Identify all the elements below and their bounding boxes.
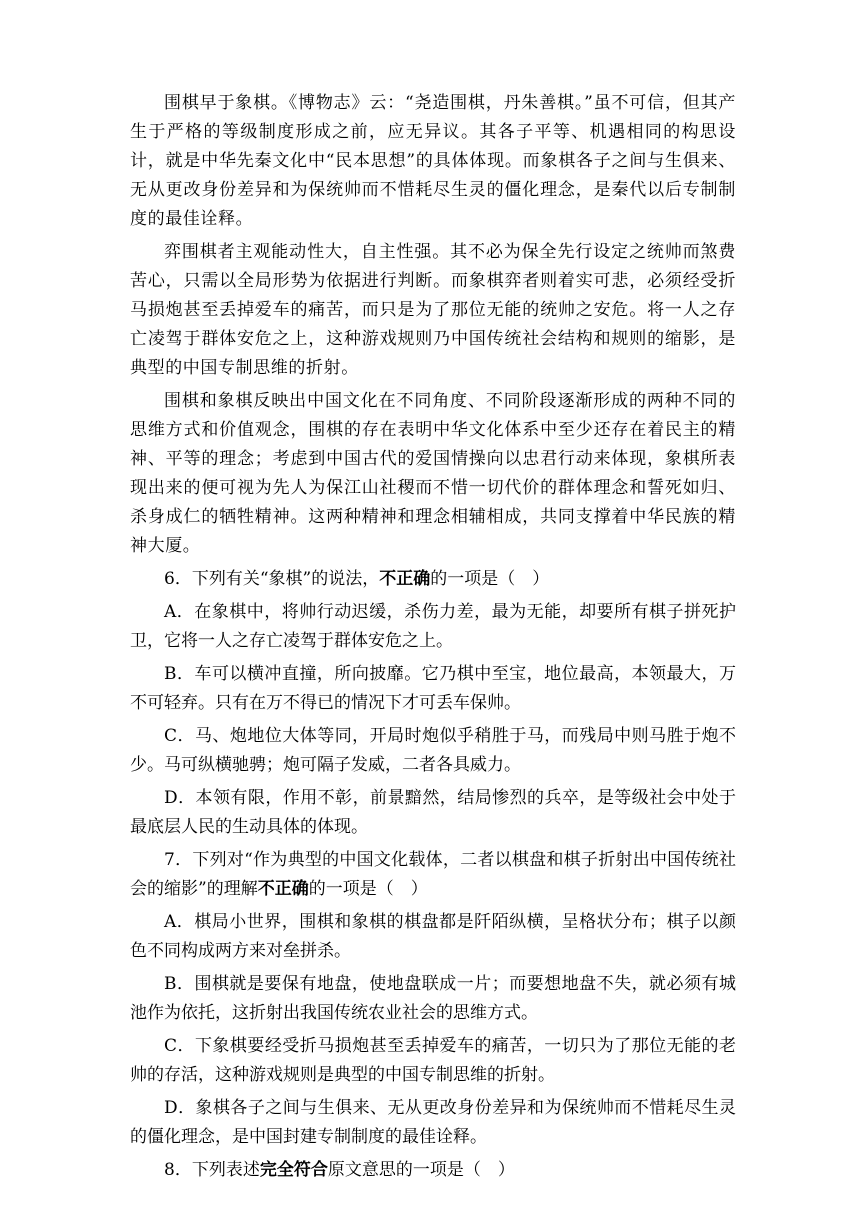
option-a: A．棋局小世界，围棋和象棋的棋盘都是阡陌纵横，呈格状分布；棋子以颜色不同构成两方来对垒拼杀。 [130, 912, 736, 961]
passage-paragraph-2: 弈围棋者主观能动性大，自主性强。其不必为保全先行设定之统帅而煞费苦心，只需以全局形势为依据进行判断。而象棋弈者则着实可悲，必须经受折马损炮甚至丢掉爱车的痛苦，而只是为了那位无能的统帅之安危。将一人之存亡凌驾于群体安危之上，这种游戏规则乃中国传统社会结构和规则的缩影，是典型的中国专制思维的折射。 [130, 242, 736, 378]
question-8 [130, 1156, 736, 1185]
document-page [130, 89, 736, 1189]
option-a: A．在象棋中，将帅行动迟缓，杀伤力差，最为无能，却要所有棋子拼死护卫，它将一人之存亡凌驾于群体安危之上。 [130, 602, 736, 651]
question-6 [130, 565, 736, 842]
question-stem [130, 846, 736, 904]
stem-text: 的一项是（ ） [308, 879, 428, 899]
passage-paragraph-1: 围棋早于象棋。《博物志》云：“尧造围棋，丹朱善棋。”虽不可信，但其产生于严格的等级制度形成之前，应无异议。其各子平等、机遇相同的构思设计，就是中华先秦文化中“民本思想”的具体体现。而象棋各子之间与生俱来、无从更改身份差异和为保统帅而不惜耗尽生灵的僵化理念，是秦代以后专制制度的最佳诠释。 [130, 93, 736, 229]
stem-emphasis: 不正确 [379, 569, 431, 589]
option-b: B．车可以横冲直撞，所向披靡。它乃棋中至宝，地位最高，本领最大，万不可轻弃。只有在万不得已的情况下才可丢车保帅。 [130, 664, 736, 713]
option-d: D．象棋各子之间与生俱来、无从更改身份差异和为保统帅而不惜耗尽生灵的僵化理念，是中国封建专制制度的最佳诠释。 [130, 1098, 736, 1147]
option-d: D．本领有限，作用不彰，前景黯然，结局惨烈的兵卒，是等级社会中处于最底层人民的生动具体的体现。 [130, 788, 736, 837]
passage-paragraph-3: 围棋和象棋反映出中国文化在不同角度、不同阶段逐渐形成的两种不同的思维方式和价值观念，围棋的存在表明中华文化体系中至少还存在着民主的精神、平等的理念；考虑到中国古代的爱国情操向以忠君行动来体现，象棋所表现出来的便可视为先人为保江山社稷而不惜一切代价的群体理念和誓死如归、杀身成仁的牺牲精神。这两种精神和理念相辅相成，共同支撑着中华民族的精神大厦。 [130, 391, 736, 556]
stem-text: 7．下列对“作为典型的中国文化载体，二者以棋盘和棋子折射出中国传统社会的缩影”的理解 [130, 850, 736, 899]
stem-text: 8．下列表述 [164, 1160, 260, 1180]
option-b: B．围棋就是要保有地盘，使地盘联成一片；而要想地盘不失，就必须有城池作为依托，这折射出我国传统农业社会的思维方式。 [130, 974, 736, 1023]
option-c: C．下象棋要经受折马损炮甚至丢掉爱车的痛苦，一切只为了那位无能的老帅的存活，这种游戏规则是典型的中国专制思维的折射。 [130, 1036, 736, 1085]
stem-text: 的一项是（ ） [430, 569, 550, 589]
question-stem [130, 565, 736, 594]
stem-emphasis: 不正确 [257, 879, 309, 899]
stem-emphasis: 完全符合 [259, 1160, 328, 1180]
question-7 [130, 846, 736, 1152]
stem-text: 原文意思的一项是（ ） [327, 1160, 515, 1180]
option-c: C．马、炮地位大体等同，开局时炮似乎稍胜于马，而残局中则马胜于炮不少。马可纵横驰骋；炮可隔子发威，二者各具威力。 [130, 726, 736, 775]
question-stem [130, 1156, 736, 1185]
stem-text: 6．下列有关“象棋”的说法， [164, 569, 380, 589]
